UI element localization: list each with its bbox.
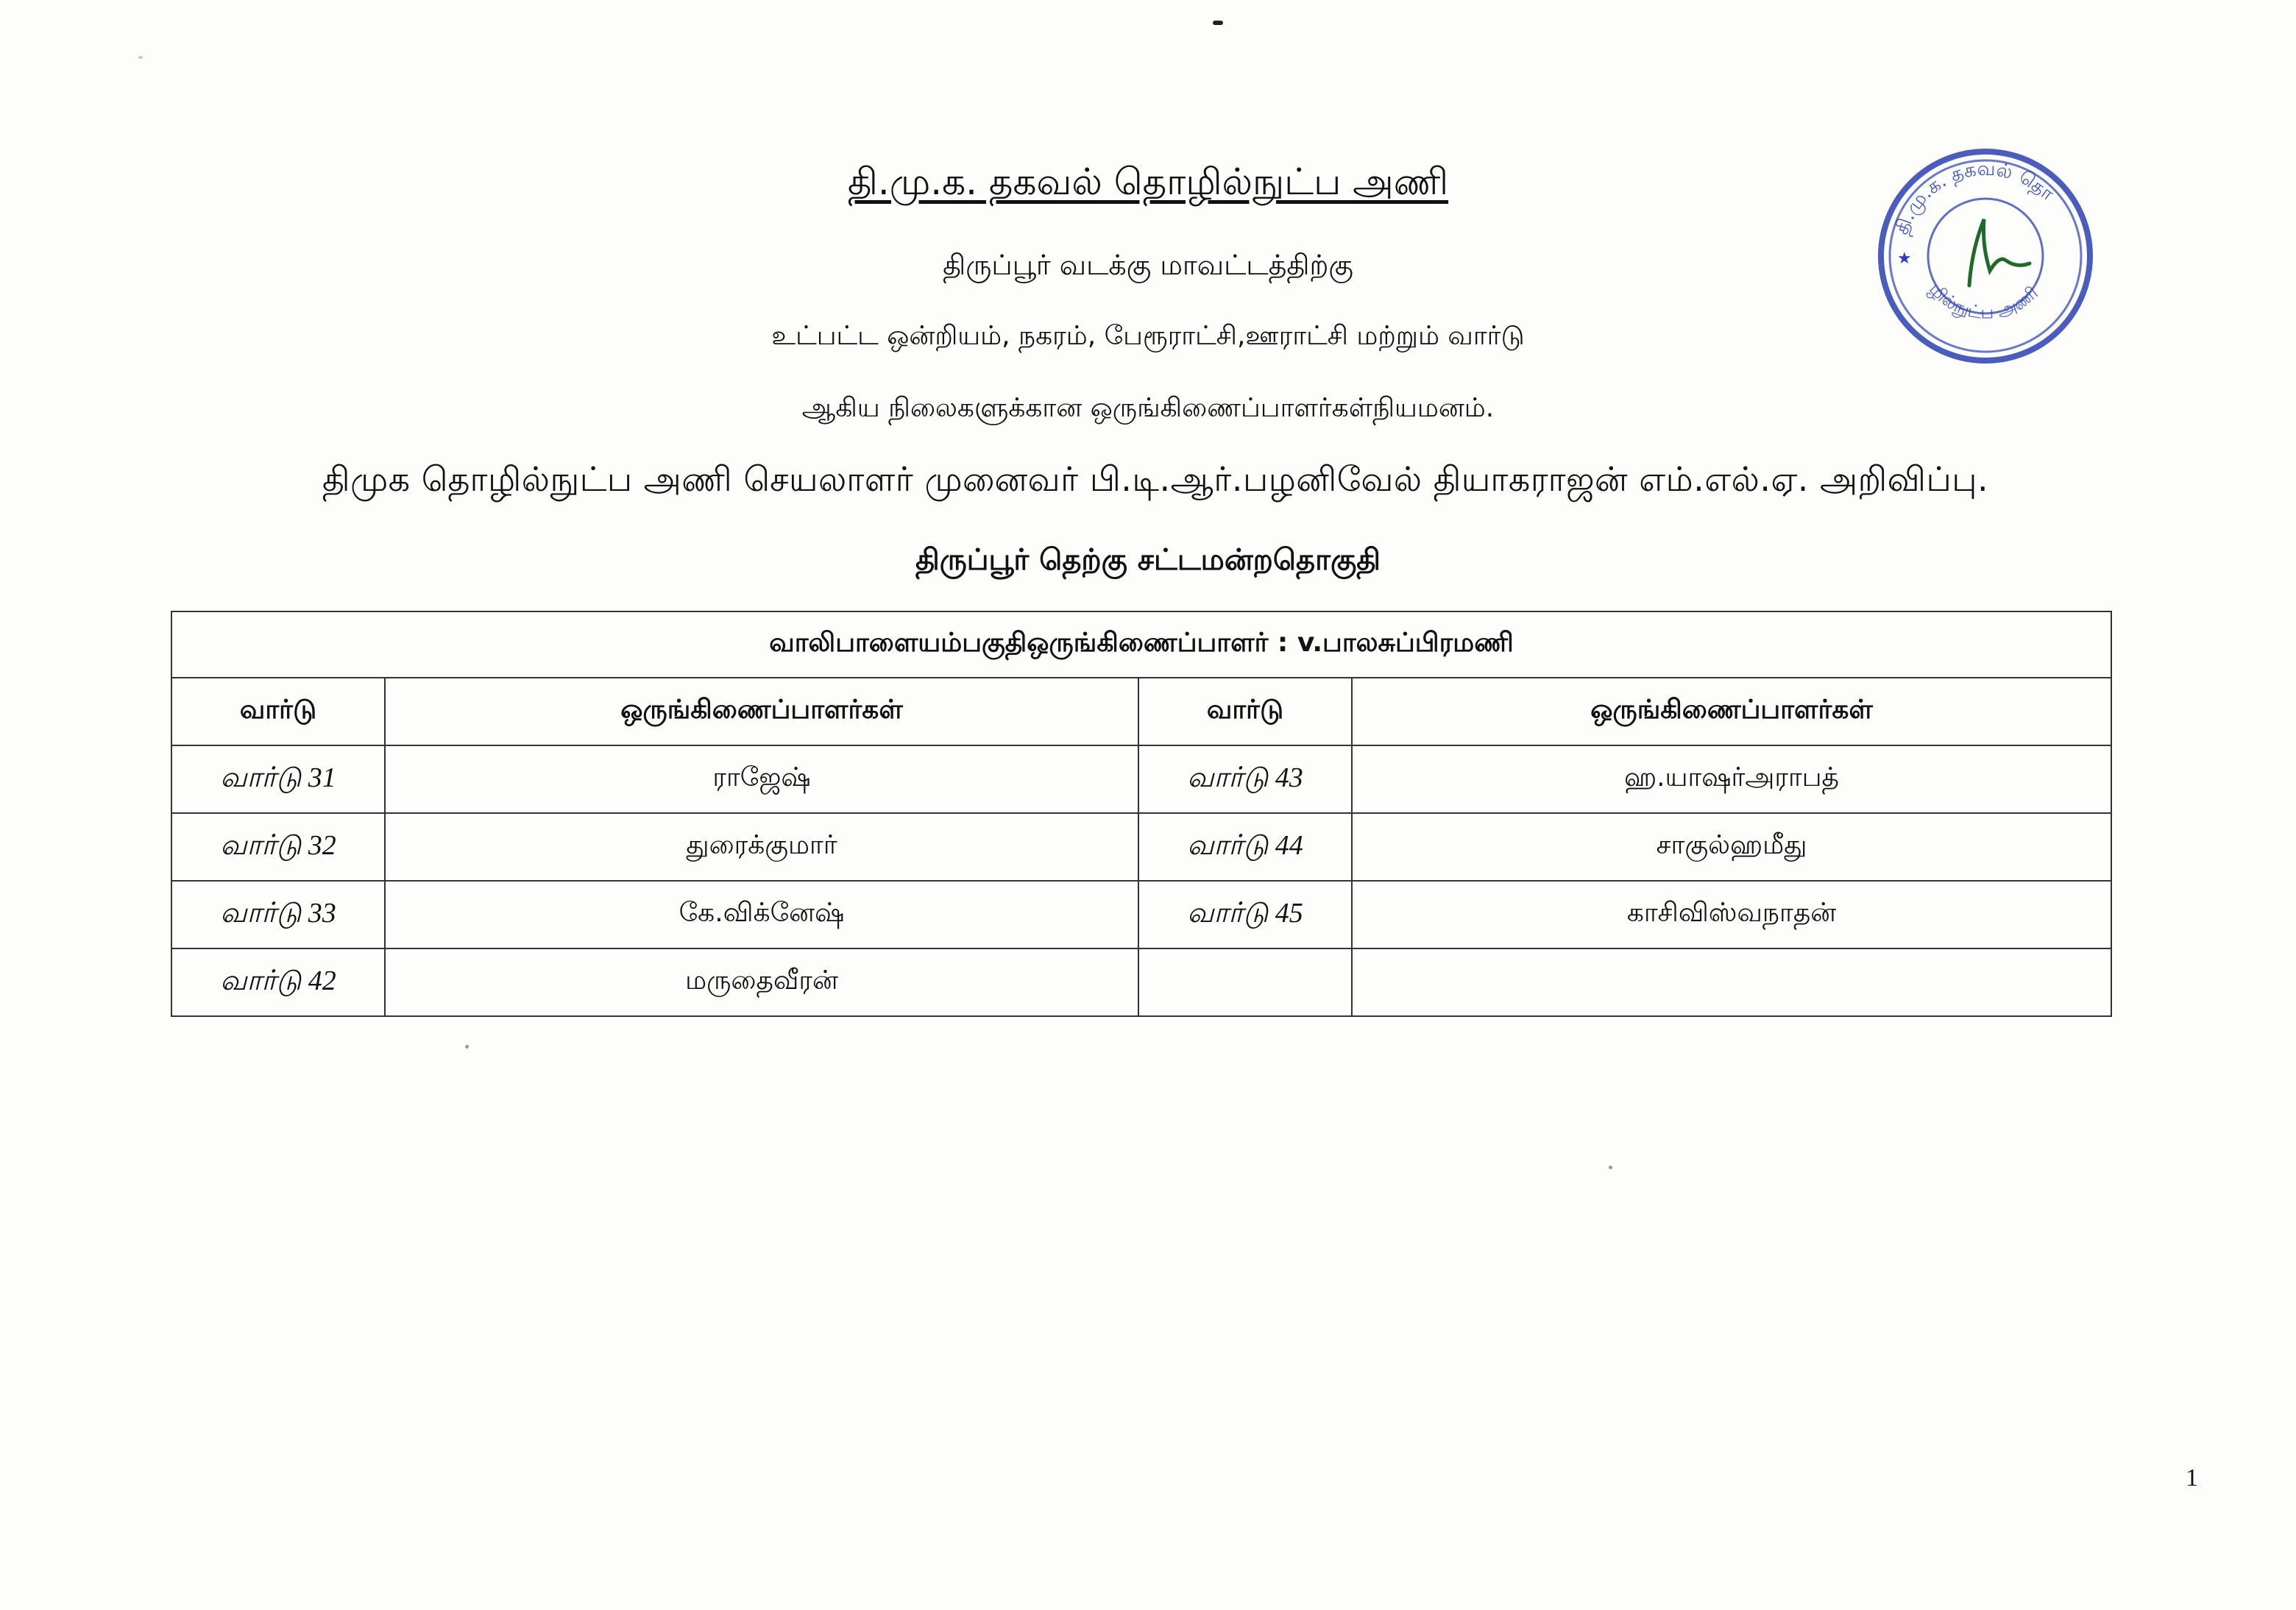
- coordinator-name-cell: ஹ.யாஷர்அராபத்: [1352, 745, 2111, 813]
- coordinator-name-cell: மருதைவீரன்: [385, 948, 1138, 1016]
- coordinator-name-cell: சாகுல்ஹமீது: [1352, 813, 2111, 881]
- coordinator-name-cell: துரைக்குமார்: [385, 813, 1138, 881]
- coordinators-table: [171, 611, 2112, 1017]
- ward-cell: [1138, 948, 1352, 1016]
- seal-text-top: தி.மு.க. தகவல் தொ: [1891, 157, 2058, 238]
- col-coordinators-left: ஒருங்கிணைப்பாளர்கள்: [385, 678, 1138, 745]
- signature-mark: [1969, 219, 2030, 286]
- announcement-line: திமுக தொழில்நுட்ப அணி செயலாளர் முனைவர் பி.டி.ஆர்.பழனிவேல் தியாகராஜன் எம்.எல்.ஏ. அறிவிப்பு.: [322, 459, 1989, 499]
- paper-speck: [465, 1045, 469, 1049]
- official-seal-stamp: [1875, 146, 2096, 366]
- col-ward-right: வார்டு: [1138, 678, 1352, 745]
- ink-mark: [1213, 21, 1223, 25]
- table-row: [171, 813, 2111, 881]
- area-heading-row: [171, 611, 2111, 678]
- ward-cell: வார்டு 45: [1138, 881, 1352, 948]
- svg-text:★: ★: [1897, 249, 1912, 268]
- svg-text:ழில்நுட்ப அணி: [1924, 279, 2042, 323]
- org-title: தி.மு.க. தகவல் தொழில்நுட்ப அணி: [847, 160, 1449, 203]
- svg-text:தி.மு.க. தகவல் தொ: [1891, 158, 2058, 238]
- page-number: 1: [2186, 1464, 2198, 1492]
- coordinators-table-wrapper: [171, 611, 2111, 1017]
- table-row: [171, 948, 2111, 1016]
- district-line: திருப்பூர் வடக்கு மாவட்டத்திற்கு: [943, 249, 1353, 281]
- col-coordinators-right: ஒருங்கிணைப்பாளர்கள்: [1352, 678, 2111, 745]
- coordinator-name-cell: ராஜேஷ்: [385, 745, 1138, 813]
- seal-text-bottom: ழில்நுட்ப அணி: [1924, 278, 2042, 323]
- ward-cell: வார்டு 33: [171, 881, 385, 948]
- area-coordinator-heading: வாலிபாளையம்பகுதிஒருங்கிணைப்பாளர் : v.பாலசுப்பிரமணி: [171, 611, 2111, 678]
- ward-cell: வார்டு 43: [1138, 745, 1352, 813]
- coordinator-name-cell: [1352, 948, 2111, 1016]
- table-row: [171, 745, 2111, 813]
- paper-speck: [1609, 1166, 1612, 1169]
- ward-cell: வார்டு 31: [171, 745, 385, 813]
- ward-cell: வார்டு 32: [171, 813, 385, 881]
- column-header-row: [171, 678, 2111, 745]
- coordinator-name-cell: காசிவிஸ்வநாதன்: [1352, 881, 2111, 948]
- col-ward-left: வார்டு: [171, 678, 385, 745]
- table-row: [171, 881, 2111, 948]
- purpose-line: ஆகிய நிலைகளுக்கான ஒருங்கிணைப்பாளர்கள்நியமனம்.: [801, 393, 1495, 423]
- constituency-title: திருப்பூர் தெற்கு சட்டமன்றதொகுதி: [915, 543, 1381, 577]
- ward-cell: வார்டு 44: [1138, 813, 1352, 881]
- coordinator-name-cell: கே.விக்னேஷ்: [385, 881, 1138, 948]
- units-line: உட்பட்ட ஒன்றியம், நகரம், பேரூராட்சி,ஊராட்சி மற்றும் வார்டு: [771, 321, 1525, 351]
- paper-speck: [138, 56, 143, 59]
- ward-cell: வார்டு 42: [171, 948, 385, 1016]
